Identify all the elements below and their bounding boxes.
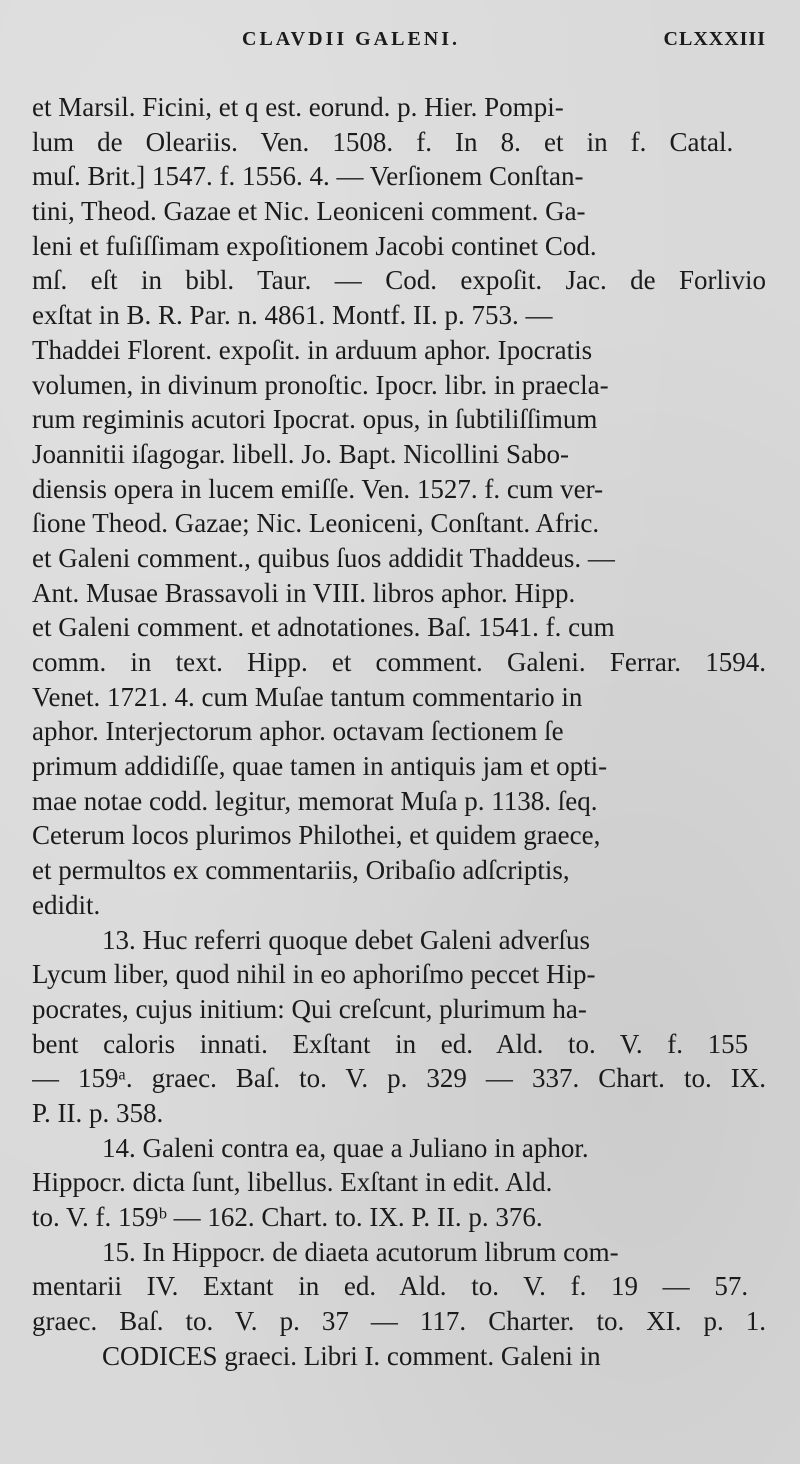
text-line: muſ. Brit.] 1547. f. 1556. 4. — Verſionem Conſtan- xyxy=(32,161,584,192)
text-line: pocrates, cujus initium: Qui creſcunt, plurimum ha- xyxy=(32,993,587,1024)
text-line: Thaddei Florent. expoſit. in arduum aphor. Ipocratis xyxy=(32,334,593,365)
text-line: edidit. xyxy=(32,889,101,920)
text-line: — 159ᵃ. graec. Baſ. to. V. p. 329 — 337. Chart. to. IX. xyxy=(32,1063,766,1094)
text-line: 15. In Hippocr. de diaeta acutorum librum com- xyxy=(102,1236,619,1267)
page-number: CLXXXIII xyxy=(663,28,766,50)
text-line: mae notae codd. legitur, memorat Muſa p. 1138. ſeq. xyxy=(32,785,598,816)
text-line: tini, Theod. Gazae et Nic. Leoniceni comment. Ga- xyxy=(32,196,586,227)
text-line: Joannitii iſagogar. libell. Jo. Bapt. Nicollini Sabo- xyxy=(32,438,569,469)
text-line: Ant. Musae Brassavoli in VIII. libros aphor. Hipp. xyxy=(32,577,576,608)
text-line: mſ. eſt in bibl. Taur. — Cod. expoſit. Jac. de Forlivio xyxy=(32,265,766,296)
text-line: Venet. 1721. 4. cum Muſae tantum commentario in xyxy=(32,681,583,712)
text-line: graec. Baſ. to. V. p. 37 — 117. Charter. to. XI. p. 1. xyxy=(32,1306,766,1337)
text-line: et permultos ex commentariis, Oribaſio adſcriptis, xyxy=(32,855,570,886)
text-line: Hippocr. dicta ſunt, libellus. Exſtant in edit. Ald. xyxy=(32,1167,553,1198)
text-line: lum de Oleariis. Ven. 1508. f. In 8. et in f. Catal. xyxy=(32,126,734,157)
running-header xyxy=(242,28,766,68)
text-line: diensis opera in lucem emiſſe. Ven. 1527. f. cum ver- xyxy=(32,473,604,504)
text-line: et Marsil. Ficini, et q est. eorund. p. Hier. Pompi- xyxy=(32,92,564,122)
text-line: exſtat in B. R. Par. n. 4861. Montf. II. p. 753. — xyxy=(32,300,553,331)
text-line: et Galeni comment. et adnotationes. Baſ. 1541. f. cum xyxy=(32,612,615,643)
text-line: bent caloris innati. Exſtant in ed. Ald. to. V. f. 155 xyxy=(32,1028,749,1059)
text-line: aphor. Interjectorum aphor. octavam ſectionem ſe xyxy=(32,716,564,747)
text-line: rum regiminis acutori Ipocrat. opus, in ſubtiliſſimum xyxy=(32,404,598,435)
text-line: Ceterum locos plurimos Philothei, et quidem graece, xyxy=(32,820,601,851)
text-line: 14. Galeni contra ea, quae a Juliano in aphor. xyxy=(102,1132,589,1163)
text-line: primum addidiſſe, quae tamen in antiquis jam et opti- xyxy=(32,751,608,782)
text-line: Lycum liber, quod nihil in eo aphoriſmo peccet Hip- xyxy=(32,959,596,990)
text-line: P. II. p. 358. xyxy=(32,1097,164,1128)
text-line: leni et fuſiſſimam expoſitionem Jacobi continet Cod. xyxy=(32,230,597,261)
body-text xyxy=(32,90,766,1373)
running-title: CLAVDII GALENI. xyxy=(242,28,461,50)
text-line: to. V. f. 159ᵇ — 162. Chart. to. IX. P. II. p. 376. xyxy=(32,1202,543,1232)
text-line: comm. in text. Hipp. et comment. Galeni. Ferrar. 1594. xyxy=(32,647,766,677)
text-line: mentarii IV. Extant in ed. Ald. to. V. f. 19 — 57. xyxy=(32,1271,749,1302)
text-line: 13. Huc referri quoque debet Galeni adverſus xyxy=(102,924,591,955)
text-line: et Galeni comment., quibus ſuos addidit Thaddeus. — xyxy=(32,542,615,573)
text-line: CODICES graeci. Libri I. comment. Galeni in xyxy=(102,1340,601,1371)
text-line: volumen, in divinum pronoſtic. Ipocr. libr. in praecla- xyxy=(32,369,609,400)
text-line: ſione Theod. Gazae; Nic. Leoniceni, Conſtant. Afric. xyxy=(32,508,600,539)
